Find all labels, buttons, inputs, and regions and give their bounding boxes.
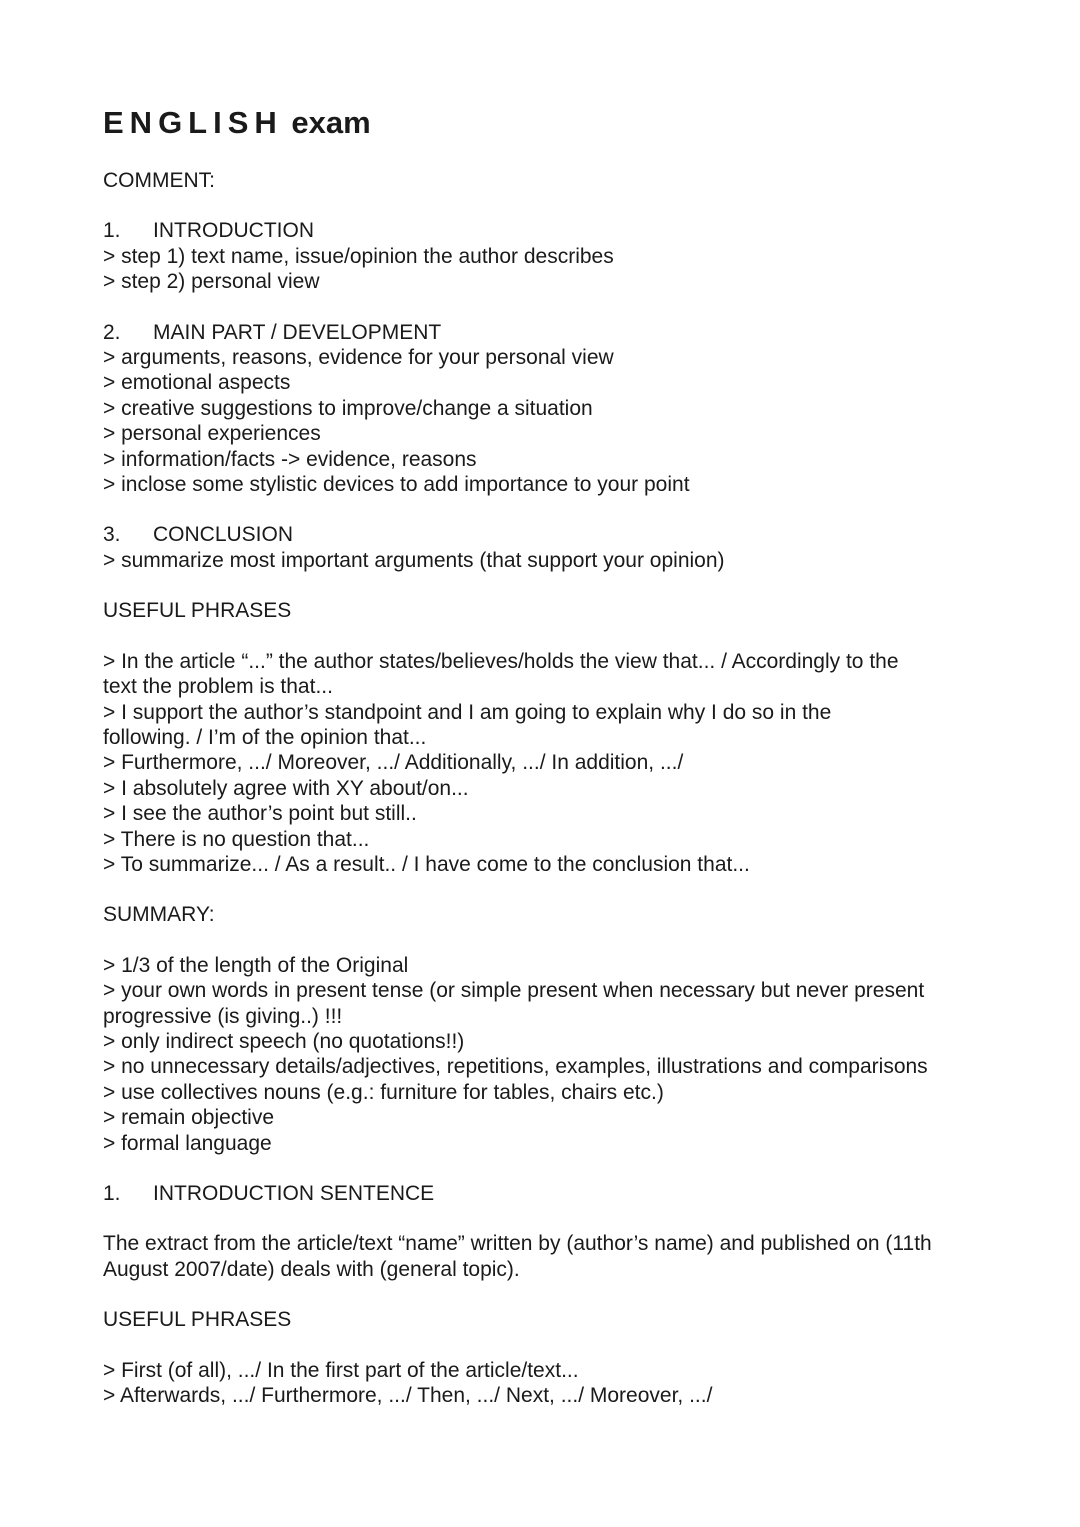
phrase-line: > I support the author’s standpoint and I am going to explain why I do so in the bbox=[103, 700, 832, 724]
useful-phrases-heading-2: USEFUL PHRASES bbox=[103, 1308, 292, 1332]
section-title: INTRODUCTION bbox=[153, 219, 314, 243]
comment-heading: COMMENT: bbox=[103, 169, 215, 192]
list-item: > step 2) personal view bbox=[103, 270, 320, 294]
intro-sentence-example bbox=[103, 1231, 1003, 1282]
summary-line: > your own words in present tense (or simple present when necessary but never present bbox=[103, 979, 925, 1003]
phrase-line: > To summarize... / As a result.. / I have come to the conclusion that... bbox=[103, 852, 750, 876]
list-item: > emotional aspects bbox=[103, 371, 291, 395]
section-number: 1. bbox=[103, 219, 121, 243]
document-title bbox=[103, 104, 1003, 142]
list-item: > step 1) text name, issue/opinion the author describes bbox=[103, 244, 614, 268]
summary-heading: SUMMARY: bbox=[103, 903, 215, 927]
document-page bbox=[103, 104, 1003, 1408]
section-number: 2. bbox=[103, 320, 121, 344]
useful-phrases-list bbox=[103, 649, 1003, 878]
comment-main-part-section bbox=[103, 320, 1003, 498]
comment-introduction-section bbox=[103, 218, 1003, 294]
phrase-line: > There is no question that... bbox=[103, 827, 370, 851]
title-main: ENGLISH bbox=[103, 105, 283, 140]
phrase-line: following. / I’m of the opinion that... bbox=[103, 725, 427, 749]
useful-phrases-heading: USEFUL PHRASES bbox=[103, 599, 292, 623]
section-number: 1. bbox=[103, 1182, 121, 1205]
example-line: August 2007/date) deals with (general topic). bbox=[103, 1257, 520, 1281]
title-suffix: exam bbox=[291, 105, 371, 140]
phrase-line: > Furthermore, .../ Moreover, .../ Additionally, .../ In addition, .../ bbox=[103, 751, 684, 775]
summary-list bbox=[103, 953, 1003, 1156]
summary-line: > remain objective bbox=[103, 1106, 275, 1130]
list-item: > information/facts -> evidence, reasons bbox=[103, 447, 477, 471]
summary-line: progressive (is giving..) !!! bbox=[103, 1004, 343, 1028]
section-title: CONCLUSION bbox=[153, 523, 294, 547]
phrase-line: text the problem is that... bbox=[103, 675, 333, 699]
section-heading bbox=[103, 522, 1003, 547]
summary-line: > 1/3 of the length of the Original bbox=[103, 953, 409, 977]
section-heading bbox=[103, 320, 1003, 345]
section-number: 3. bbox=[103, 523, 121, 547]
phrase-line: > I see the author’s point but still.. bbox=[103, 802, 417, 826]
phrase-line: > Afterwards, .../ Furthermore, .../ Then, .../ Next, .../ Moreover, .../ bbox=[103, 1384, 713, 1408]
list-item: > creative suggestions to improve/change a situation bbox=[103, 396, 593, 420]
summary-line: > formal language bbox=[103, 1131, 272, 1155]
intro-sentence-heading bbox=[103, 1181, 1003, 1206]
summary-line: > no unnecessary details/adjectives, repetitions, examples, illustrations and comparisons bbox=[103, 1055, 928, 1079]
comment-conclusion-section bbox=[103, 522, 1003, 573]
section-heading bbox=[103, 218, 1003, 243]
list-item: > arguments, reasons, evidence for your personal view bbox=[103, 346, 614, 370]
summary-line: > only indirect speech (no quotations!!) bbox=[103, 1029, 465, 1053]
list-item: > personal experiences bbox=[103, 422, 321, 446]
useful-phrases-list-2 bbox=[103, 1358, 1003, 1409]
phrase-line: > First (of all), .../ In the first part of the article/text... bbox=[103, 1358, 579, 1382]
section-title: INTRODUCTION SENTENCE bbox=[153, 1182, 435, 1205]
list-item: > summarize most important arguments (that support your opinion) bbox=[103, 548, 725, 572]
list-item: > inclose some stylistic devices to add importance to your point bbox=[103, 473, 690, 497]
phrase-line: > I absolutely agree with XY about/on... bbox=[103, 776, 469, 800]
example-line: The extract from the article/text “name” written by (author’s name) and published on (11th bbox=[103, 1232, 932, 1256]
summary-line: > use collectives nouns (e.g.: furniture for tables, chairs etc.) bbox=[103, 1080, 664, 1104]
section-title: MAIN PART / DEVELOPMENT bbox=[153, 320, 442, 344]
phrase-line: > In the article “...” the author states/believes/holds the view that... / Accordingly to the bbox=[103, 649, 899, 673]
